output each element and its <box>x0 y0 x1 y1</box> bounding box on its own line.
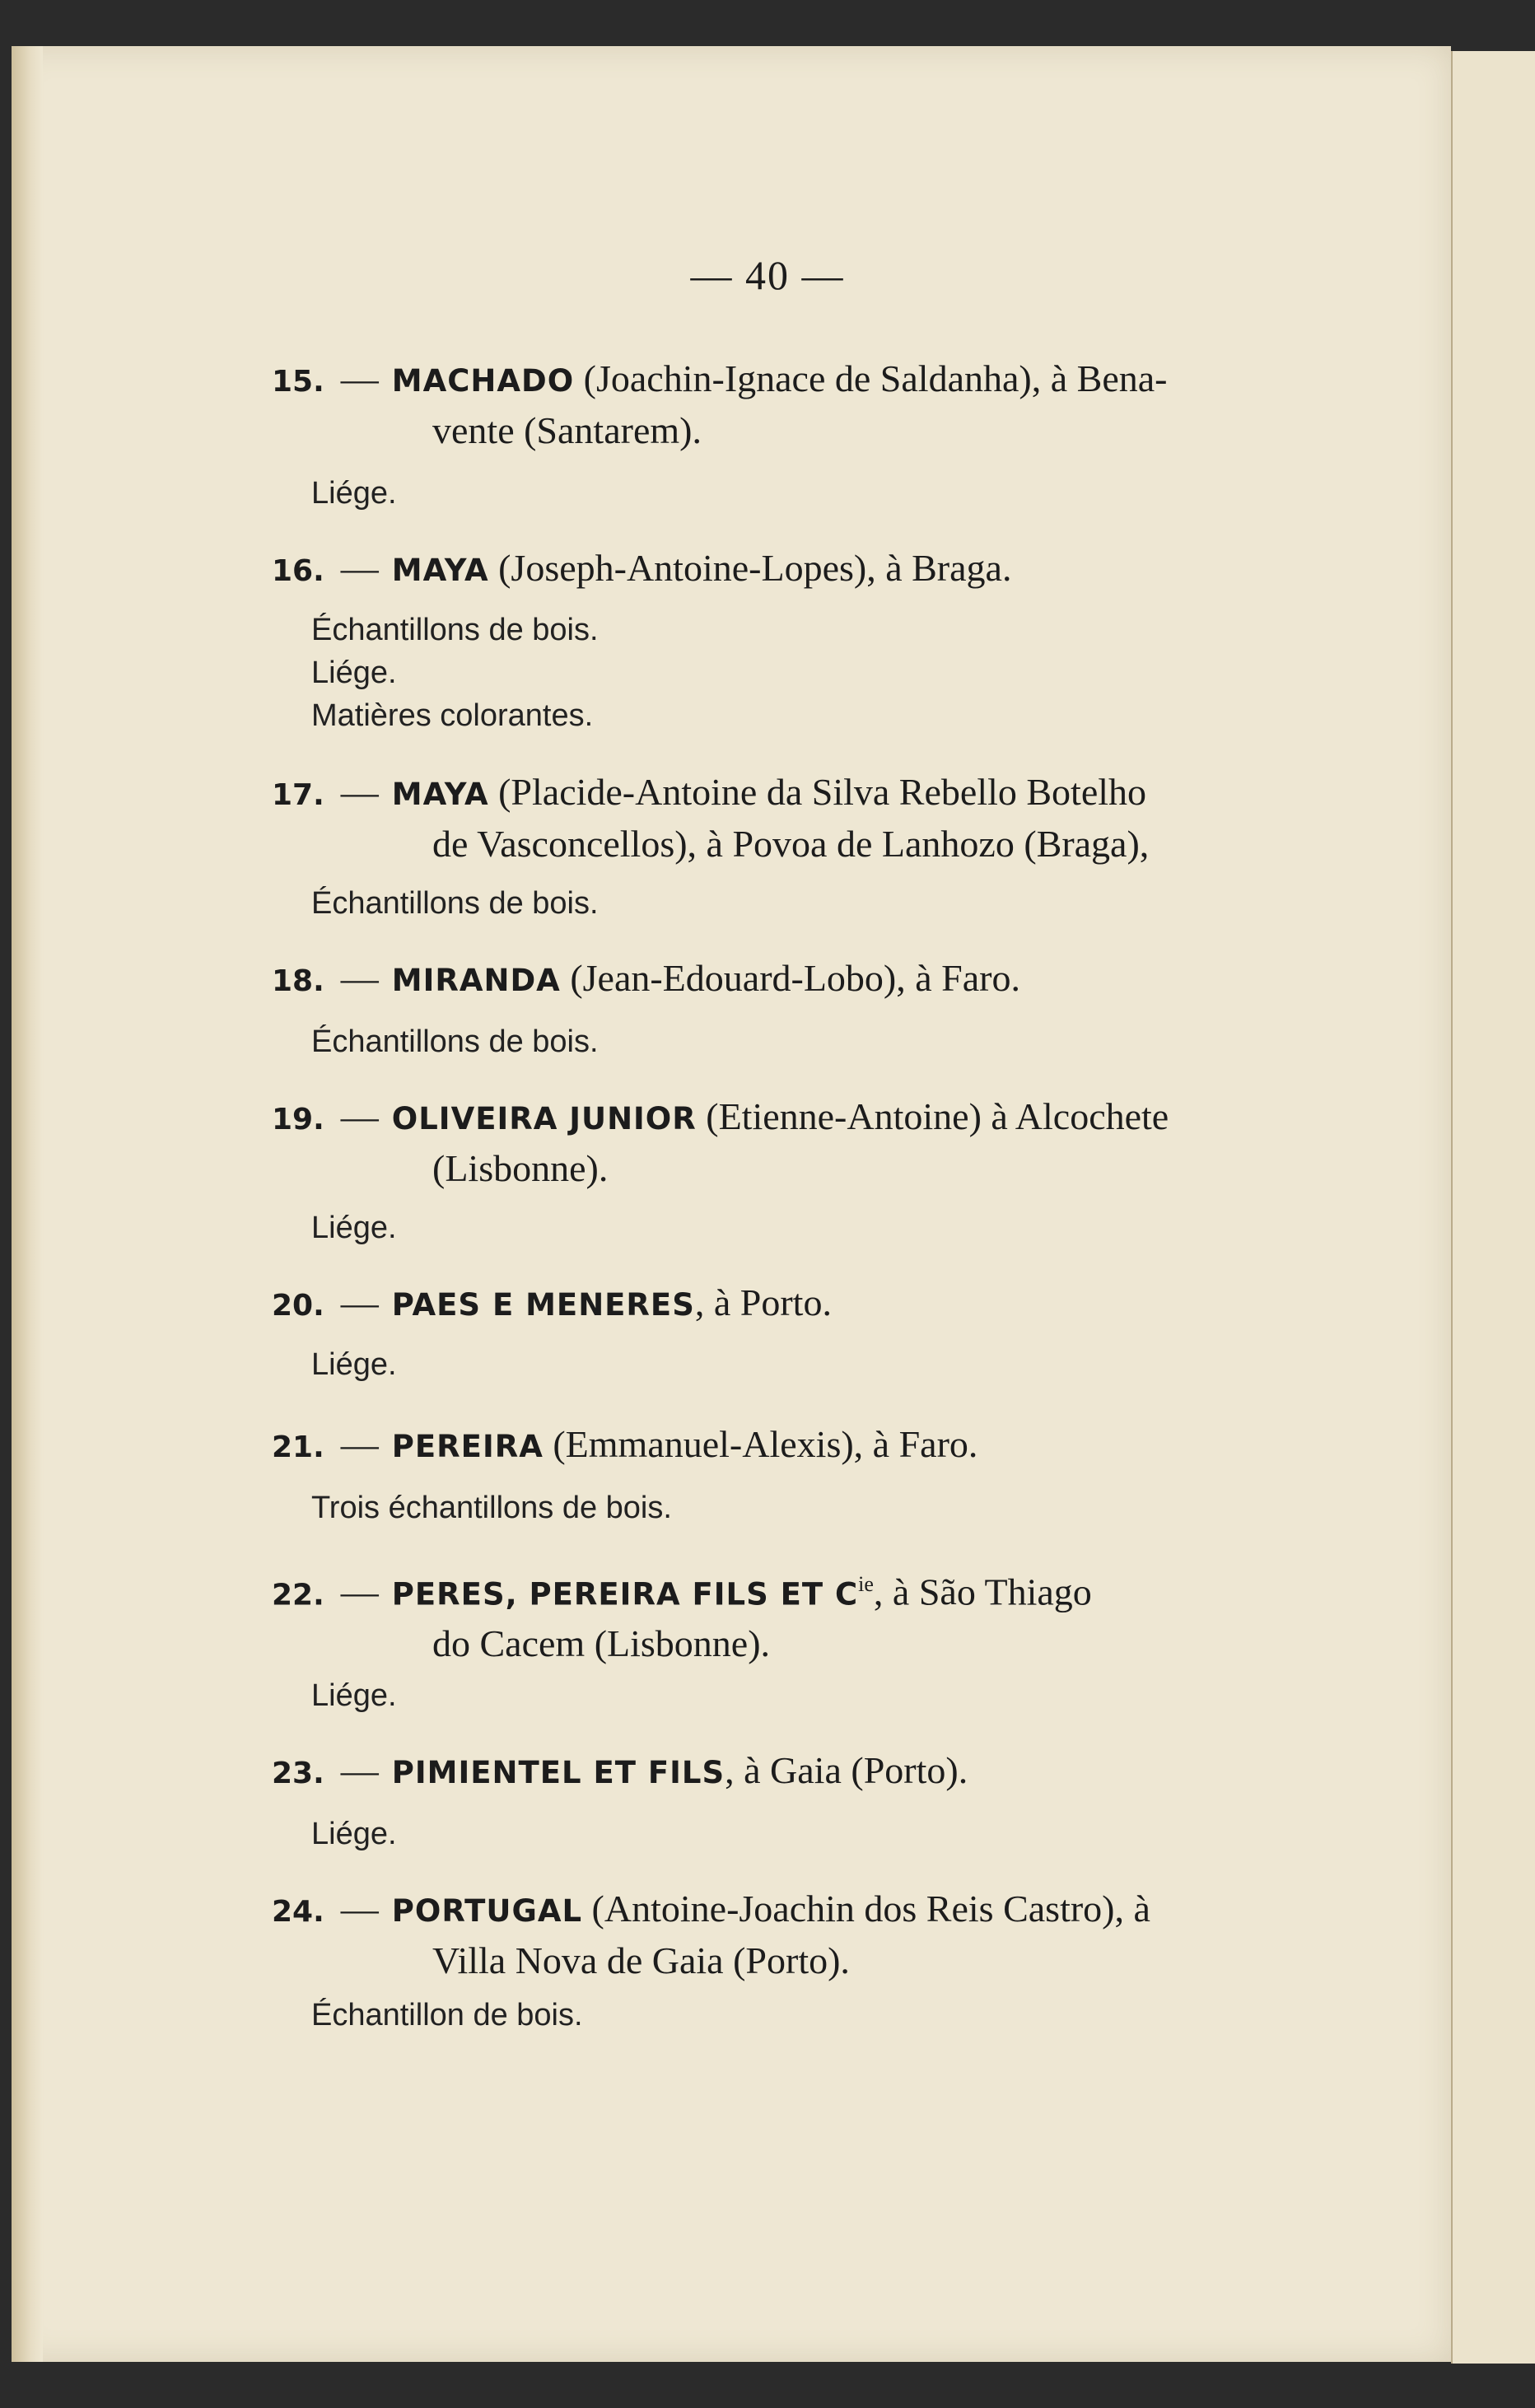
exhibitor-name: PIMIENTEL ET FILS <box>391 1755 726 1790</box>
entry-22 <box>272 1560 1260 1668</box>
entry-number: 22. <box>272 1578 324 1612</box>
exhibitor-name: PORTUGAL <box>391 1893 583 1929</box>
entry-17 <box>272 768 1260 868</box>
exhibit-item: Échantillons de bois. <box>311 613 599 647</box>
exhibit-item: Liége. <box>311 1678 397 1713</box>
exhibit-item: Matières colorantes. <box>311 698 594 733</box>
entry-23 <box>272 1746 1260 1798</box>
entry-text: (Joachin-Ignace de Saldanha), à Bena- <box>574 357 1168 399</box>
entry-heading: 19. — OLIVEIRA JUNIOR (Etienne-Antoine) à Alcochete (Lisbonne). <box>272 1092 1260 1192</box>
entry-continuation: vente (Santarem). <box>432 409 702 451</box>
exhibit-item: Liége. <box>311 656 397 690</box>
exhibit-item: Échantillons de bois. <box>311 886 599 921</box>
exhibit-item: Trois échantillons de bois. <box>311 1491 672 1525</box>
exhibitor-name: PERES, PEREIRA FILS ET C <box>391 1576 859 1612</box>
entry-heading: 23. — PIMIENTEL ET FILS, à Gaia (Porto). <box>272 1749 968 1791</box>
entry-heading: 16. — MAYA (Joseph-Antoine-Lopes), à Braga. <box>272 547 1012 589</box>
entry-continuation: Villa Nova de Gaia (Porto). <box>432 1939 850 1981</box>
entry-number: 23. <box>272 1757 324 1790</box>
exhibitor-name: MAYA <box>391 777 489 812</box>
entry-number: 24. <box>272 1895 324 1929</box>
entry-continuation: do Cacem (Lisbonne). <box>432 1622 771 1665</box>
page-gutter <box>12 46 43 2362</box>
entry-text: (Placide-Antoine da Silva Rebello Botelho <box>488 771 1147 813</box>
entry-number: 18. <box>272 964 324 998</box>
exhibit-item: Liége. <box>311 1817 397 1851</box>
entry-continuation: de Vasconcellos), à Povoa de Lanhozo (Braga), <box>432 823 1150 865</box>
entry-continuation: (Lisbonne). <box>432 1147 609 1189</box>
page-number: — 40 — <box>690 252 845 298</box>
superscript: ie <box>858 1572 874 1596</box>
exhibitor-name: MIRANDA <box>391 963 561 998</box>
entry-18 <box>272 954 1260 1006</box>
entry-number: 17. <box>272 778 324 812</box>
entry-number: 21. <box>272 1430 324 1464</box>
entry-heading: 18. — MIRANDA (Jean-Edouard-Lobo), à Faro. <box>272 957 1020 999</box>
entry-heading: 24. — PORTUGAL (Antoine-Joachin dos Reis Castro), à Villa Nova de Gaia (Porto). <box>272 1884 1260 1985</box>
entry-number: 16. <box>272 554 324 588</box>
entry-15 <box>272 354 1260 455</box>
entry-text: (Etienne-Antoine) à Alcochete <box>696 1095 1169 1137</box>
exhibit-item: Liége. <box>311 476 397 511</box>
entry-number: 15. <box>272 365 324 399</box>
entry-24 <box>272 1884 1260 1985</box>
entry-text: (Jean-Edouard-Lobo), à Faro. <box>560 957 1020 999</box>
entry-heading: 15. — MACHADO (Joachin-Ignace de Saldanha), à Bena- vente (Santarem). <box>272 354 1260 455</box>
entry-text: (Emmanuel-Alexis), à Faro. <box>543 1423 978 1465</box>
exhibitor-name: PEREIRA <box>391 1429 544 1464</box>
entry-20 <box>272 1278 1260 1330</box>
entry-text: , à Gaia (Porto). <box>725 1749 968 1791</box>
exhibit-item: Échantillons de bois. <box>311 1024 599 1059</box>
entry-19 <box>272 1092 1260 1192</box>
entry-heading: 22. — PERES, PEREIRA FILS ET $C^{ie}$, à São Thiago do Cacem (Lisbonne). <box>272 1560 1260 1668</box>
exhibitor-name: PAES E MENERES <box>391 1287 695 1323</box>
entry-text: (Antoine-Joachin dos Reis Castro), à <box>582 1888 1150 1930</box>
entry-16 <box>272 544 1260 595</box>
exhibit-item: Liége. <box>311 1347 397 1382</box>
exhibit-item: Liége. <box>311 1211 397 1245</box>
entry-number: 19. <box>272 1103 324 1136</box>
entry-text: (Joseph-Antoine-Lopes), à Braga. <box>488 547 1012 589</box>
entry-heading: 21. — PEREIRA (Emmanuel-Alexis), à Faro. <box>272 1423 978 1465</box>
entry-heading: 20. — PAES E MENERES, à Porto. <box>272 1281 832 1323</box>
exhibitor-name: MAYA <box>391 553 489 588</box>
exhibit-item: Échantillon de bois. <box>311 1998 583 2032</box>
entry-21 <box>272 1420 1260 1472</box>
entry-text: , à Porto. <box>694 1281 832 1323</box>
exhibitor-name: OLIVEIRA JUNIOR <box>391 1101 697 1136</box>
entry-number: 20. <box>272 1289 324 1323</box>
entry-text: , à São Thiago <box>873 1570 1092 1613</box>
adjacent-page-edge <box>1451 51 1535 2364</box>
entry-heading: 17. — MAYA (Placide-Antoine da Silva Rebello Botelho de Vasconcellos), à Povoa de Lanhozo (Braga), <box>272 768 1260 868</box>
exhibitor-name: MACHADO <box>391 363 575 399</box>
